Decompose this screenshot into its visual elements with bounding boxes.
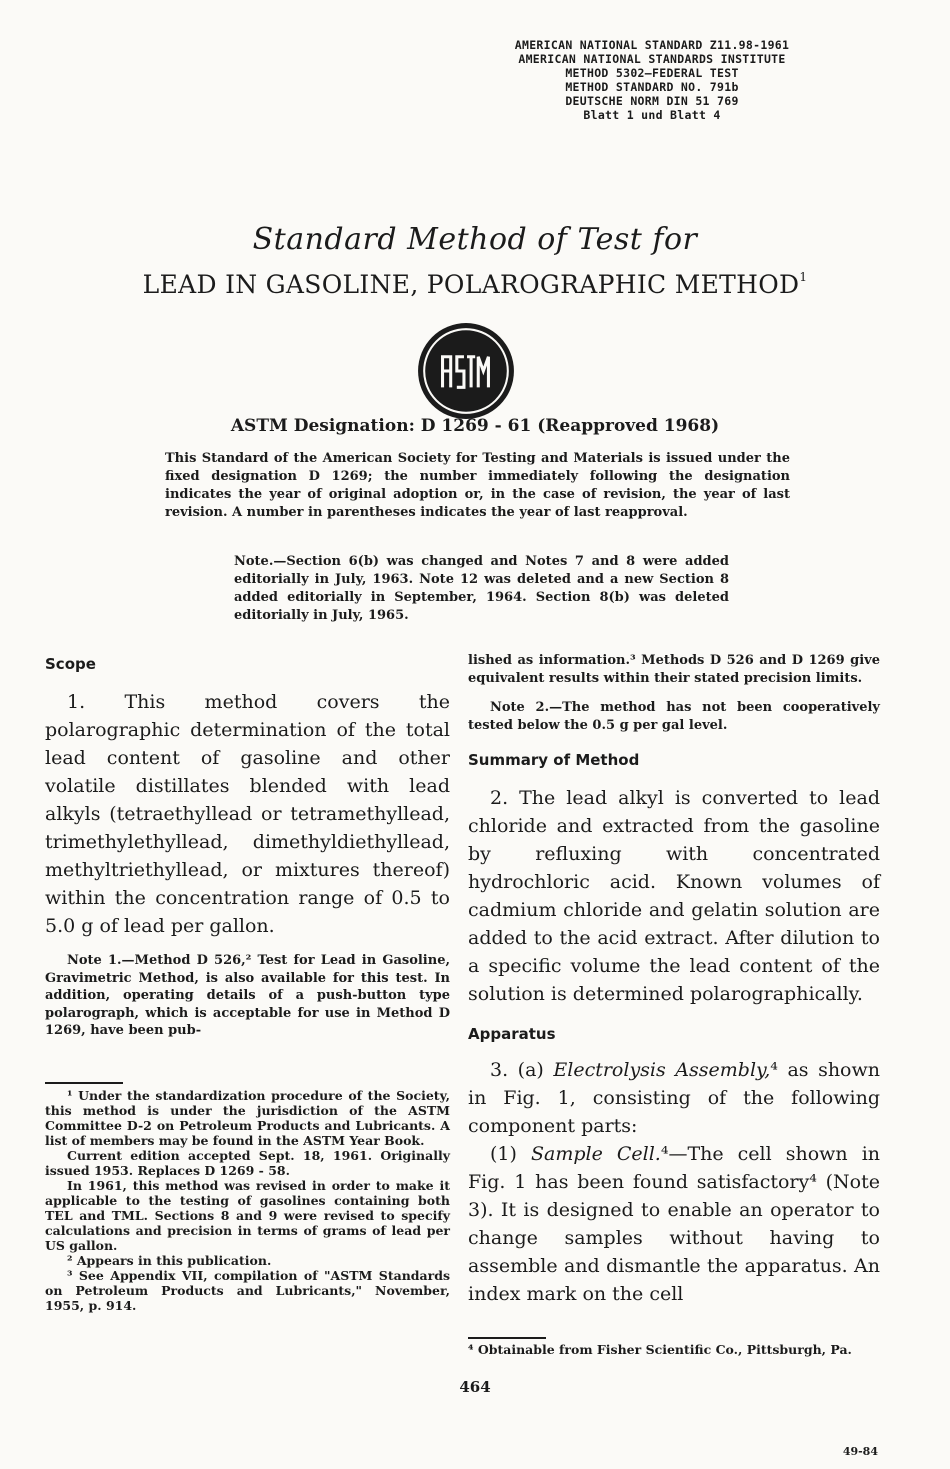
summary-paragraph: 2. The lead alkyl is converted to lead chloride and extracted from the gasoline by refluxing with concentrated hydrochloric acid. Known volumes of cadmium chloride and gelatin solution are added to the acid extract. After dilution to a specific volume the lead content of the solution is determined polarographically.	[468, 787, 880, 1005]
summary-heading: Summary of Method	[468, 751, 640, 769]
footnote-2: ² Appears in this publication.	[67, 1253, 272, 1268]
astm-designation: ASTM Designation: D 1269 - 61 (Reapproved 1968)	[230, 416, 720, 436]
header-line: Blatt 1 und Blatt 4	[583, 108, 721, 122]
para-3-number: 3. (a)	[490, 1059, 554, 1081]
footnote-1-revision: In 1961, this method was revised in order to make it applicable to the testing of gasolines containing both TEL and TML. Sections 8 and 9 were revised to specify calculations and precision in terms of grams of lead per US gallon.	[45, 1178, 450, 1253]
right-column	[468, 652, 880, 1308]
sample-cell-term: Sample Cell.	[530, 1143, 661, 1165]
title-footnote-mark: 1	[799, 270, 808, 284]
title-line-2	[0, 270, 950, 299]
header-line: METHOD 5302—FEDERAL TEST	[565, 66, 739, 80]
standards-header	[442, 38, 862, 122]
note-1: Note 1.—Method D 526,² Test for Lead in Gasoline, Gravimetric Method, is also available for this test. In addition, operating details of a push-button type polarograph, which is acceptable for use in Method D 1269, have been pub-	[45, 953, 450, 1038]
apparatus-paragraph-a	[468, 1056, 880, 1140]
footnote-1: ¹ Under the standardization procedure of the Society, this method is under the jurisdiction of the ASTM Committee D-2 on Petroleum Products and Lubricants. A list of members may be found in the ASTM Year Book.	[45, 1088, 450, 1148]
header-line: DEUTSCHE NORM DIN 51 769	[565, 94, 739, 108]
footnote-divider-right	[468, 1337, 546, 1339]
scope-paragraph: 1. This method covers the polarographic determination of the total lead content of gasoline and other volatile distillates blended with lead alkyls (tetraethyllead or tetramethyllead, trimethylethyllead, dimethyldiethyllead, methyltriethyllead, or mixtures thereof) within the concentration range of 0.5 to 5.0 g of lead per gallon.	[45, 691, 450, 937]
sample-cell-text: ⁴—The cell shown in Fig. 1 has been found satisfactory⁴ (Note 3). It is designed to enable an operator to change samples without having to assemble and dismantle the apparatus. An index mark on the cell	[468, 1143, 881, 1305]
footnotes-left	[45, 1088, 450, 1313]
note-1-continued: lished as information.³ Methods D 526 and D 1269 give equivalent results within their stated precision limits.	[468, 653, 880, 686]
scope-heading: Scope	[45, 655, 96, 673]
left-column	[45, 650, 450, 1040]
sample-cell-paragraph	[468, 1140, 880, 1308]
header-line: AMERICAN NATIONAL STANDARDS INSTITUTE	[518, 52, 786, 66]
footnote-4: ⁴ Obtainable from Fisher Scientific Co., Pittsburgh, Pa.	[468, 1342, 852, 1357]
editorial-note: Note.—Section 6(b) was changed and Notes 7 and 8 were added editorially in July, 1963. Note 12 was deleted and a new Section 8 added editorially in September, 1964. Section 8(b) was deleted editorially in July, 1965.	[234, 554, 729, 623]
para-3-text: ⁴ as shown in Fig. 1, consisting of the following component parts:	[468, 1059, 880, 1137]
header-line: AMERICAN NATIONAL STANDARD Z11.98-1961	[514, 38, 790, 52]
page-number: 464	[459, 1378, 491, 1396]
print-code: 49-84	[842, 1445, 878, 1458]
apparatus-heading: Apparatus	[468, 1025, 556, 1043]
title-line-1: Standard Method of Test for	[252, 222, 698, 257]
electrolysis-assembly-term: Electrolysis Assembly,	[553, 1059, 771, 1081]
para-3-1-number: (1)	[490, 1143, 531, 1165]
footnote-1-current: Current edition accepted Sept. 18, 1961. Originally issued 1953. Replaces D 1269 - 58.	[45, 1148, 450, 1178]
footnote-divider	[45, 1082, 123, 1084]
header-line: METHOD STANDARD NO. 791b	[565, 80, 739, 94]
intro-paragraph: This Standard of the American Society for Testing and Materials is issued under the fixed designation D 1269; the number immediately following the designation indicates the year of original adoption or, in the case of revision, the year of last revision. A number in parentheses indicates the year of last reapproval.	[165, 451, 790, 520]
note-2: Note 2.—The method has not been cooperatively tested below the 0.5 g per gal level.	[468, 700, 880, 733]
footnote-3: ³ See Appendix VII, compilation of "ASTM Standards on Petroleum Products and Lubricants," November, 1955, p. 914.	[45, 1268, 450, 1313]
astm-logo-icon	[415, 320, 517, 422]
title-text: LEAD IN GASOLINE, POLAROGRAPHIC METHOD	[142, 270, 800, 299]
